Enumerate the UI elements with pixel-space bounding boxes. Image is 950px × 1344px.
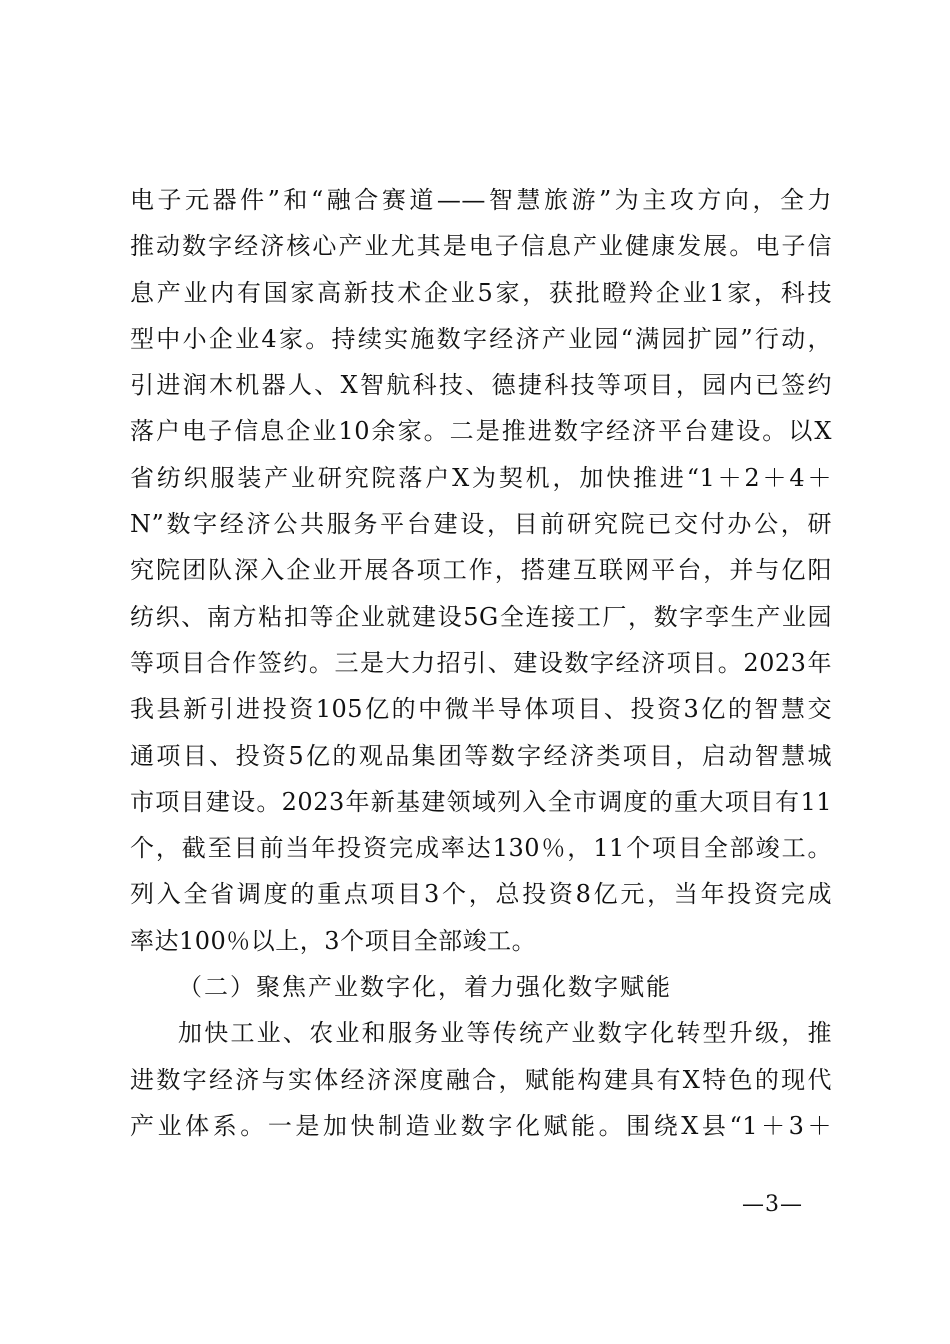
text-line: 电子元器件”和“融合赛道——智慧旅游”为主攻方向，全力: [130, 186, 832, 214]
text-line: 型中小企业4家。持续实施数字经济产业园“满园扩园”行动，: [130, 324, 832, 353]
text-line: 究院团队深入企业开展各项工作，搭建互联网平台，并与亿阳: [130, 556, 832, 585]
text-line: 列入全省调度的重点项目3个，总投资8亿元，当年投资完成: [130, 880, 832, 909]
text-line: 等项目合作签约。三是大力招引、建设数字经济项目。2023年: [130, 648, 832, 677]
text-line: 率达100％以上，3个项目全部竣工。: [130, 926, 537, 955]
section-heading: （二）聚焦产业数字化，着力强化数字赋能: [178, 973, 672, 1002]
text-line: 通项目、投资5亿的观品集团等数字经济类项目，启动智慧城: [130, 741, 832, 770]
text-line: 推动数字经济核心产业尤其是电子信息产业健康发展。电子信: [130, 232, 832, 261]
page-number: —3—: [742, 1192, 803, 1217]
text-line: 纺织、南方粘扣等企业就建设5G全连接工厂，数字孪生产业园: [130, 602, 832, 631]
text-line: 息产业内有国家高新技术企业5家，获批瞪羚企业1家，科技: [130, 278, 832, 307]
text-line: 我县新引进投资105亿的中微半导体项目、投资3亿的智慧交: [130, 695, 832, 724]
paragraph-digital-industry: [130, 182, 832, 969]
text-line: 进数字经济与实体经济深度融合，赋能构建具有X特色的现代: [130, 1065, 832, 1094]
text-line: 产业体系。一是加快制造业数字化赋能。围绕X县“1＋3＋: [130, 1111, 832, 1140]
paragraph-industry-digitalization: [130, 1015, 832, 1154]
text-line: 市项目建设。2023年新基建领域列入全市调度的重大项目有11: [130, 787, 832, 816]
text-line: 加快工业、农业和服务业等传统产业数字化转型升级，推: [178, 1019, 832, 1048]
text-line: 引进润木机器人、X智航科技、德捷科技等项目，园内已签约: [130, 371, 832, 400]
document-body: [130, 182, 832, 1154]
text-line: 落户电子信息企业10余家。二是推进数字经济平台建设。以X: [130, 417, 832, 446]
text-line: 个，截至目前当年投资完成率达130％，11个项目全部竣工。: [130, 834, 832, 863]
text-line: N”数字经济公共服务平台建设，目前研究院已交付办公，研: [130, 510, 832, 539]
text-line: 省纺织服装产业研究院落户X为契机，加快推进“1＋2＋4＋: [130, 463, 832, 492]
